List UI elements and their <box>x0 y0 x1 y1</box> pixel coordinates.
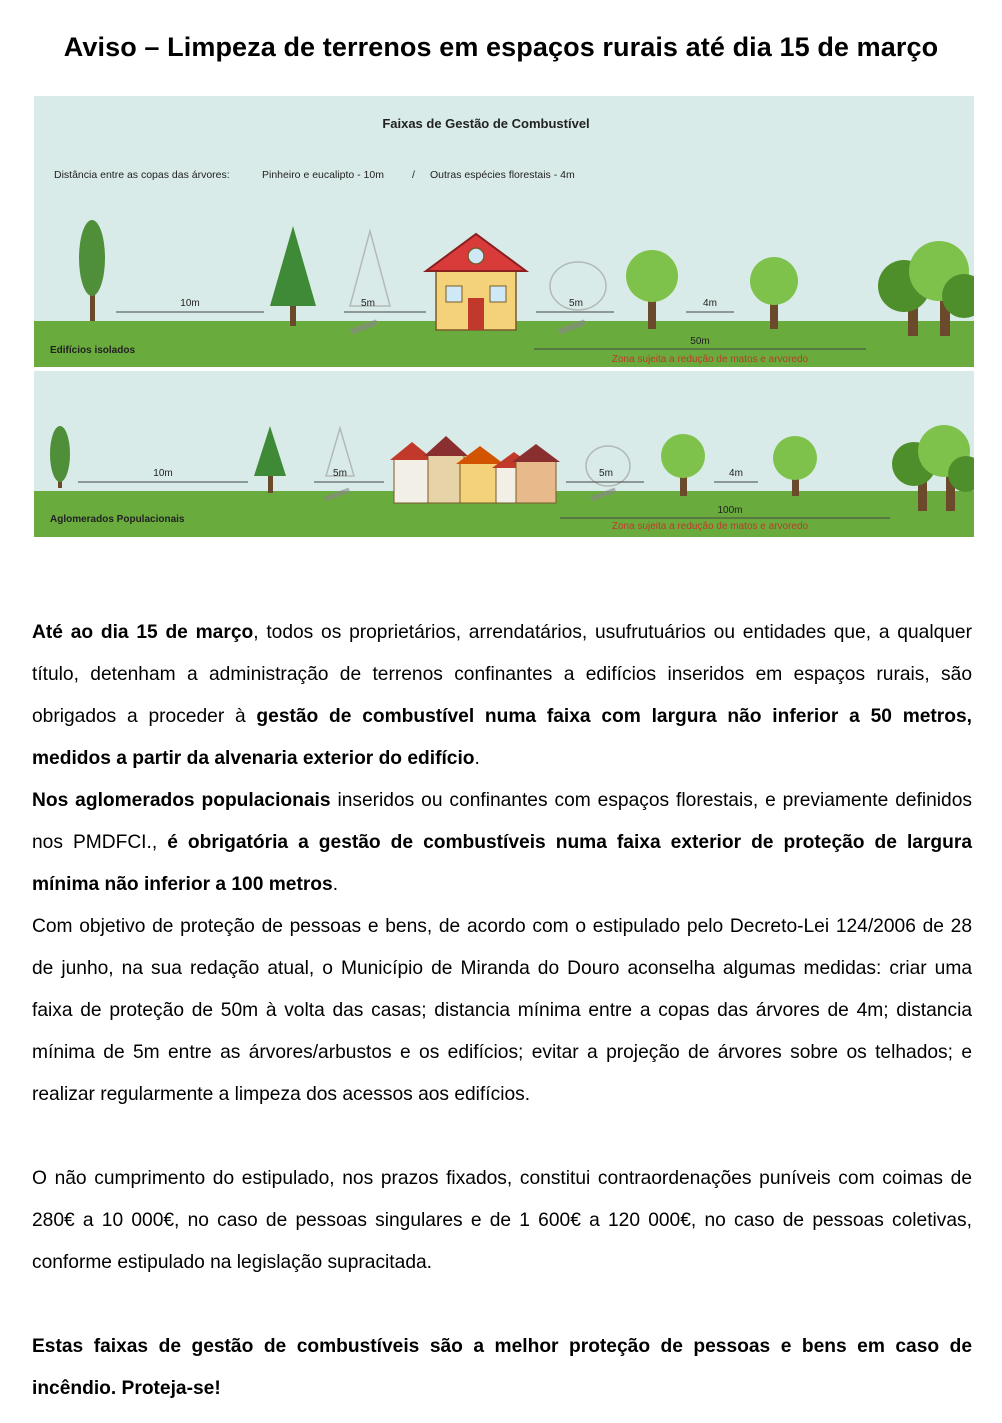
p1-dist-5m-a: 5m <box>361 298 375 309</box>
page-title: Aviso – Limpeza de terrenos em espaços rurais até dia 15 de março <box>63 32 939 62</box>
paragraph-closing: Estas faixas de gestão de combustíveis são a melhor proteção de pessoas e bens em caso de incêndio. Proteja-se! <box>32 1336 972 1399</box>
infographic-heading: Faixas de Gestão de Combustível <box>382 116 590 131</box>
paragraph-penalties: O não cumprimento do estipulado, nos prazos fixados, constitui contraordenações puníveis com coimas de 280€ a 10 000€, no caso de pessoas singulares e de 1 600€ a 120 000€, no caso de pessoas coletivas, conforme estipulado na legislação supracitada. <box>32 1168 972 1273</box>
main-text <box>32 612 972 1410</box>
p2-zone-distance: 100m <box>717 505 743 516</box>
panel-isolated-buildings <box>34 96 974 367</box>
p1-zone-label: Zona sujeita a redução de matos e arvoredo <box>611 354 809 365</box>
p1-zone-distance: 50m <box>690 336 710 347</box>
p1-dist-4m: 4m <box>703 298 717 309</box>
p2-zone-label: Zona sujeita a redução de matos e arvoredo <box>611 521 809 532</box>
p2-label: Aglomerados Populacionais <box>50 514 185 525</box>
distance-other: Outras espécies florestais - 4m <box>430 169 575 181</box>
distance-sep: / <box>412 169 415 181</box>
p2-dist-5m-b: 5m <box>599 468 613 479</box>
paragraph-clusters: Nos aglomerados populacionais inseridos ou confinantes com espaços florestais, e previamente definidos nos PMDFCI., é obrigatória a gestão de combustíveis numa faixa exterior de proteção de largura mínima não inferior a 100 metros. <box>32 790 972 895</box>
p2-dist-10m: 10m <box>153 468 173 479</box>
p2-dist-5m-a: 5m <box>333 468 347 479</box>
paragraph-measures: Com objetivo de proteção de pessoas e bens, de acordo com o estipulado pelo Decreto-Lei 124/2006 de 28 de junho, na sua redação atual, o Município de Miranda do Douro aconselha algumas medidas: criar uma faixa de proteção de 50m à volta das casas; distancia mínima entre a copas das árvores de 4m; distancia mínima de 5m entre as árvores/arbustos e os edifícios; evitar a projeção de árvores sobre os telhados; e realizar regularmente a limpeza dos acessos aos edifícios. <box>32 916 972 1105</box>
p1-dist-5m-b: 5m <box>569 298 583 309</box>
fuel-management-infographic <box>34 96 974 537</box>
panel-population-clusters <box>34 371 974 537</box>
distance-pine: Pinheiro e eucalipto - 10m <box>262 169 384 181</box>
paragraph-deadline: Até ao dia 15 de março, todos os proprietários, arrendatários, usufrutuários ou entidades que, a qualquer título, detenham a administração de terrenos confinantes a edifícios inseridos em espaços rurais, são obrigados a proceder à gestão de combustível numa faixa com largura não inferior a 50 metros, medidos a partir da alvenaria exterior do edifício. <box>32 622 972 769</box>
p2-dist-4m: 4m <box>729 468 743 479</box>
p1-label: Edifícios isolados <box>50 345 136 356</box>
distance-label: Distância entre as copas das árvores: <box>54 169 230 181</box>
p1-dist-10m: 10m <box>180 298 200 309</box>
